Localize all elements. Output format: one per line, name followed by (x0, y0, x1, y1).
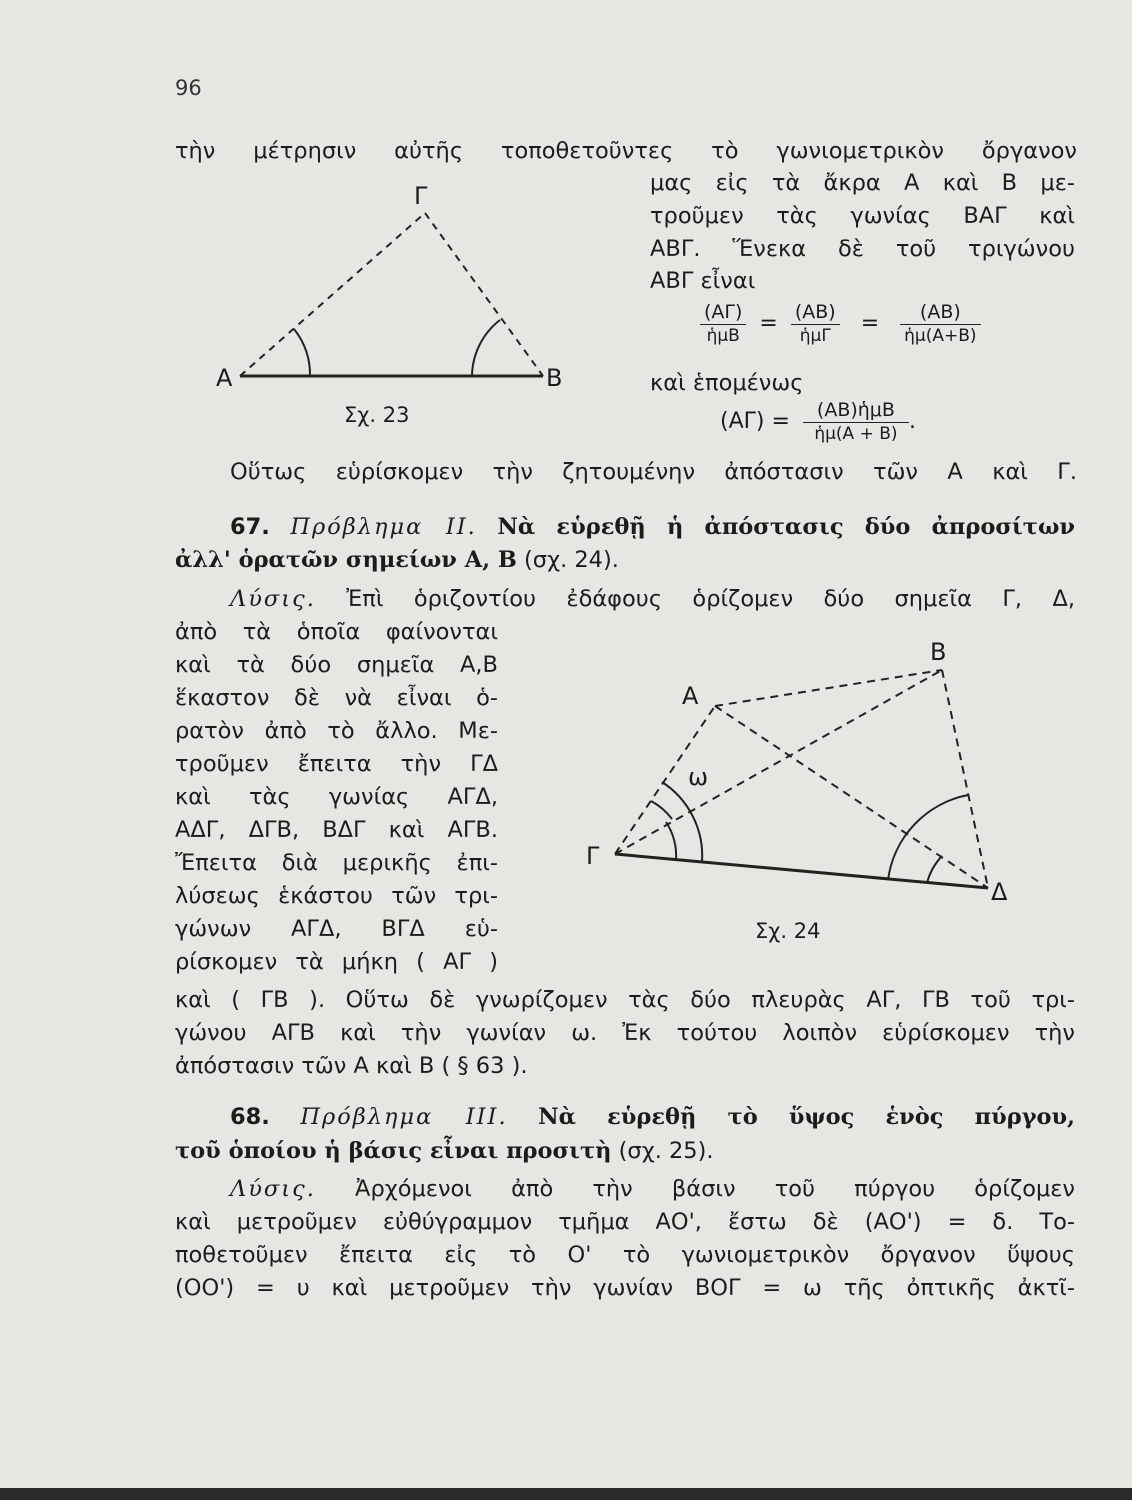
fig23-label-a: Α (216, 364, 233, 392)
fraction-1-num: (ΑΓ) (700, 300, 746, 325)
conclusion-line: Οὕτως εὑρίσκομεν τὴν ζητουμένην ἀπόστασιν τῶν Α καὶ Γ. (230, 459, 1077, 485)
fig23-label-g: Γ (414, 182, 428, 210)
fig24-label-a: Α (682, 682, 699, 710)
fig24-side-ab (715, 670, 942, 706)
p67-full-line-3: ἀπόστασιν τῶν Α καὶ Β ( § 63 ). (175, 1053, 528, 1079)
fraction-3-num: (ΑΒ) (900, 300, 980, 325)
formula-2-lhs: (ΑΓ) = (720, 409, 790, 434)
intro-line-1: τὴν μέτρησιν αὐτῆς τοποθετοῦντες τὸ γωνιομετρικὸν ὄργανον (175, 138, 1077, 164)
fig24-diagonal-gb (615, 670, 942, 854)
intro-line-4: ΑΒΓ. Ἕνεκα δὲ τοῦ τριγώνου (650, 236, 1075, 262)
formula-2-den: ἡμ(Α + Β) (814, 424, 898, 444)
fraction-2 (791, 300, 840, 347)
fraction-1-den: ἡμΒ (706, 326, 740, 346)
p68-ref: (σχ. 25). (618, 1138, 714, 1164)
fig23-side-bg (425, 213, 543, 376)
p67-line-6: καὶ τὰς γωνίας ΑΓΔ, (175, 784, 498, 810)
p67-ref: (σχ. 24). (524, 547, 619, 573)
fraction-2-num: (ΑΒ) (791, 300, 840, 325)
fraction-3 (900, 300, 980, 347)
p67-heading-line-1 (230, 512, 1075, 542)
figure-23 (200, 170, 600, 430)
intro-line-5: ΑΒΓ εἶναι (650, 268, 756, 294)
figure-24 (570, 630, 1020, 950)
fraction-2-den: ἡμΓ (799, 326, 831, 346)
p67-solution-label: Λύσις. (230, 586, 316, 612)
formula-2-fraction (803, 398, 909, 445)
intro-line-3: τροῦμεν τὰς γωνίας ΒΑΓ καὶ (650, 203, 1075, 229)
p67-line-4: ρατὸν ἀπὸ τὸ ἄλλο. Με- (175, 718, 498, 744)
p67-full-line-1: καὶ ( ΓΒ ). Οὕτω δὲ γνωρίζομεν τὰς δύο πλευρὰς ΑΓ, ΓΒ τοῦ τρι- (175, 987, 1075, 1013)
p67-line-2: καὶ τὰ δύο σημεῖα Α,Β (175, 652, 498, 678)
fig24-label-b: Β (930, 638, 947, 666)
p68-solution-start: Ἀρχόμενοι ἀπὸ τὴν βάσιν τοῦ πύργου ὁρίζομεν (355, 1176, 1076, 1202)
fig23-angle-b (472, 320, 500, 376)
equals-2: = (860, 311, 880, 336)
p68-line-1: καὶ μετροῦμεν εὐθύγραμμον τμῆμα ΑΟ', ἔστω δὲ (ΑΟ') = δ. Το- (175, 1209, 1075, 1235)
consequently-text: καὶ ἑπομένως (650, 370, 804, 396)
fig24-label-g: Γ (586, 842, 600, 870)
p67-line-3: ἕκαστον δὲ νὰ εἶναι ὁ- (175, 685, 498, 711)
fig24-label-omega: ω (688, 763, 709, 791)
formula-2 (720, 398, 916, 445)
p67-title-a: Νὰ εὑρεθῇ ἡ ἀπόστασις δύο ἀπροσίτων (497, 514, 1075, 540)
p68-solution-line (230, 1174, 1075, 1204)
p67-line-9: λύσεως ἑκάστου τῶν τρι- (175, 883, 498, 909)
p68-problem-label: Πρόβλημα ΙΙΙ. (300, 1104, 508, 1130)
page-number: 96 (175, 76, 202, 100)
p67-line-10: γώνων ΑΓΔ, ΒΓΔ εὑ- (175, 916, 498, 942)
page-bottom-edge (0, 1488, 1132, 1500)
p68-title-b: τοῦ ὁποίου ἡ βάσις εἶναι προσιτὴ (175, 1138, 612, 1164)
p67-line-5: τροῦμεν ἔπειτα τὴν ΓΔ (175, 751, 498, 777)
p67-line-11: ρίσκομεν τὰ μήκη ( ΑΓ ) (175, 949, 498, 975)
p68-heading-line-2 (175, 1136, 714, 1166)
p67-solution-start: Ἐπὶ ὁριζοντίου ἐδάφους ὁρίζομεν δύο σημεῖα Γ, Δ, (346, 586, 1075, 612)
fig24-label-d: Δ (991, 878, 1008, 906)
fig24-angle-d-outer (888, 795, 968, 880)
p67-line-7: ΑΔΓ, ΔΓΒ, ΒΔΓ καὶ ΑΓΒ. (175, 817, 498, 843)
p67-solution-line (230, 584, 1075, 614)
p67-line-8: Ἔπειτα διὰ μερικῆς ἐπι- (175, 850, 498, 876)
fig23-caption: Σχ. 23 (344, 403, 410, 427)
p68-heading-line-1 (230, 1102, 1075, 1132)
p67-number: 67. (230, 514, 270, 540)
p67-line-1: ἀπὸ τὰ ὁποῖα φαίνονται (175, 619, 498, 645)
p67-full-line-2: γώνου ΑΓΒ καὶ τὴν γωνίαν ω. Ἐκ τούτου λοιπὸν εὑρίσκομεν τὴν (175, 1020, 1075, 1046)
fig23-label-b: Β (546, 364, 563, 392)
fig24-side-bd (942, 670, 988, 888)
fig24-diagonal-ad (715, 706, 988, 888)
equals-1: = (759, 311, 778, 336)
p68-number: 68. (230, 1104, 270, 1130)
p67-problem-label: Πρόβλημα ΙΙ. (290, 514, 477, 540)
fig24-caption: Σχ. 24 (755, 919, 821, 943)
fig24-angle-g-outer (662, 782, 702, 862)
intro-line-2: μας εἰς τὰ ἄκρα Α καὶ Β με- (650, 170, 1075, 196)
p68-line-3: (ΟΟ') = υ καὶ μετροῦμεν τὴν γωνίαν ΒΟΓ = ω τῆς ὀπτικῆς ἀκτῖ- (175, 1275, 1075, 1301)
formula-2-num: (ΑΒ)ἡμΒ (803, 398, 909, 423)
p67-heading-line-2 (175, 545, 619, 575)
fraction-1 (700, 300, 746, 347)
p67-title-b: ἀλλ' ὁρατῶν σημείων Α, Β (175, 547, 517, 573)
p68-solution-label: Λύσις. (230, 1176, 316, 1202)
p68-title-a: Νὰ εὑρεθῇ τὸ ὕψος ἑνὸς πύργου, (538, 1104, 1076, 1130)
fig23-angle-a (294, 329, 310, 376)
formula-1 (700, 300, 981, 347)
fraction-3-den: ἡμ(Α+Β) (904, 326, 977, 346)
fig23-side-ag (240, 213, 425, 376)
fig24-angle-g-inner (666, 822, 676, 860)
fig24-angle-d-inner (927, 856, 942, 883)
p68-line-2: ποθετοῦμεν ἔπειτα εἰς τὸ Ο' τὸ γωνιομετρικὸν ὄργανον ὕψους (175, 1242, 1075, 1268)
formula-2-period: . (908, 409, 916, 434)
fig24-angle-omega (651, 801, 672, 819)
